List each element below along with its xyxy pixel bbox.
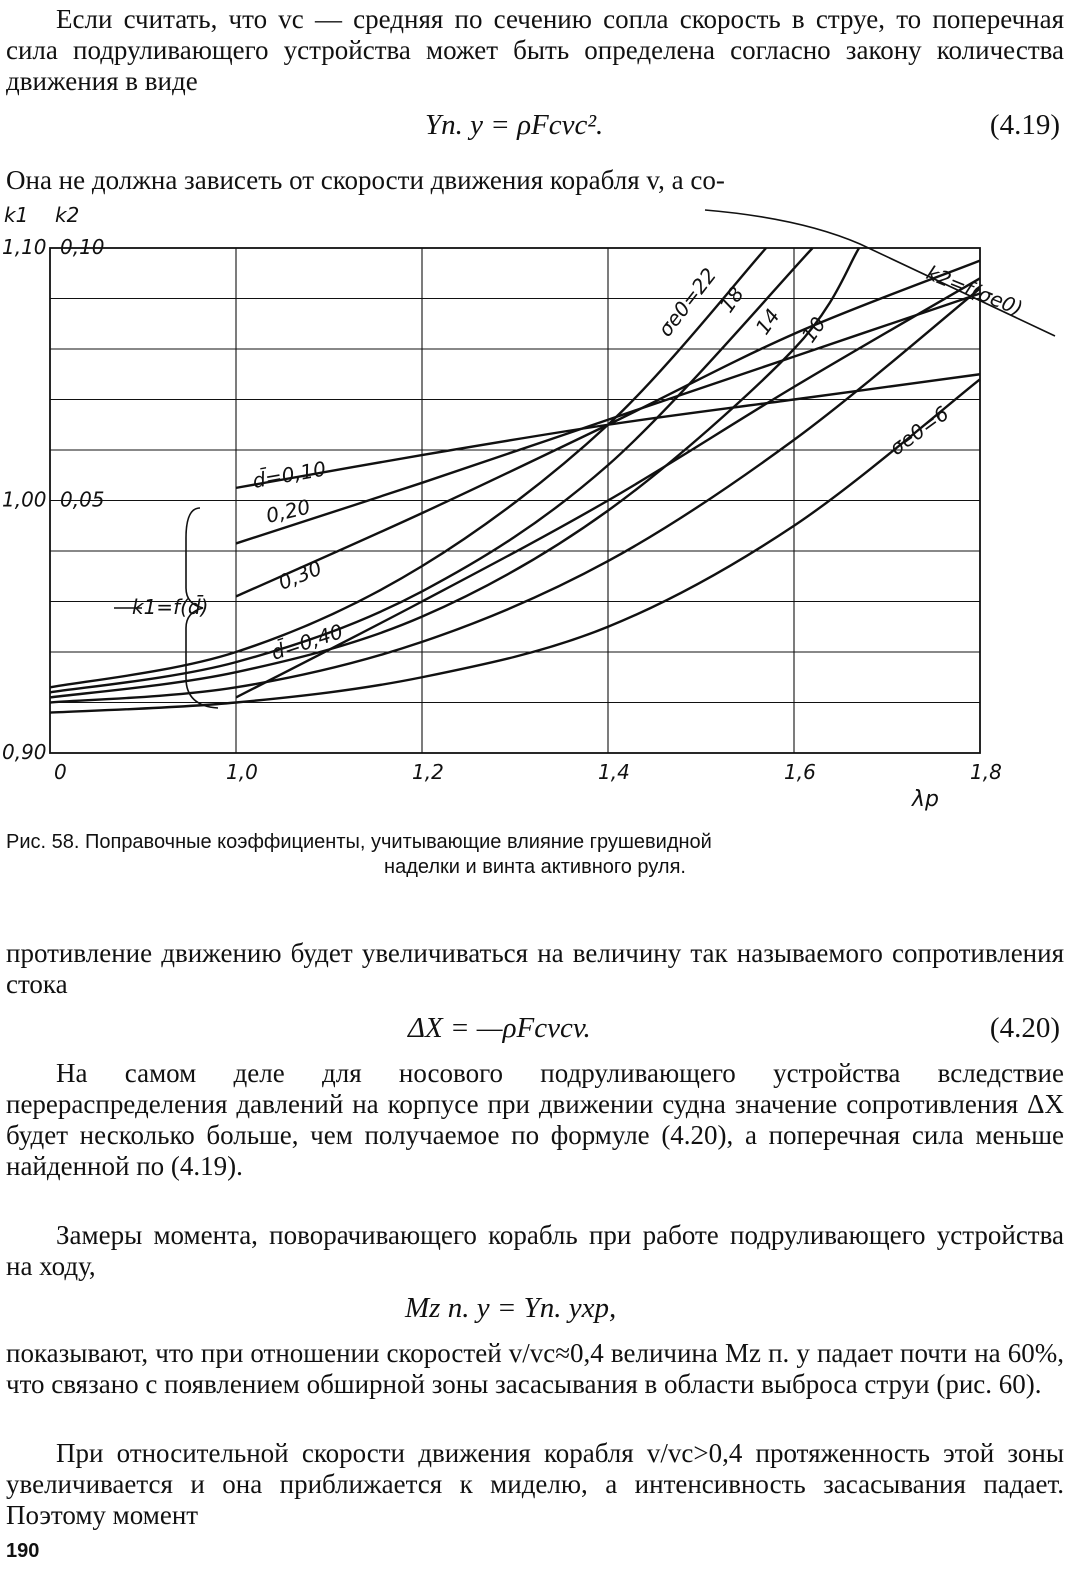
formula-number: (4.19)	[989, 109, 1060, 141]
y-axis-label-k1: k1	[4, 203, 29, 227]
chart-series	[50, 248, 980, 713]
caption-line-2: наделки и винта активного руля.	[384, 856, 686, 878]
page-number: 190	[6, 1540, 40, 1562]
formula-4-20	[0, 1012, 1060, 1046]
y-tick-label-k2: 0,10	[60, 235, 105, 259]
formula-expression: Mz п. у = Yп. уxp,	[405, 1292, 617, 1324]
correction-coefficients-chart	[0, 198, 1078, 818]
k2-group-label: k2=f(σe0)	[923, 260, 1027, 321]
sigma-label-10: 10	[796, 312, 831, 347]
paragraph-2: Она не должна зависеть от скорости движения корабля v, а со-	[6, 165, 725, 195]
k1-group-label: k1=f(d̄)	[132, 595, 209, 619]
sigma-label-18: 18	[714, 282, 749, 317]
x-axis-label: λp	[912, 787, 939, 812]
chart-grid	[50, 248, 980, 753]
d-label-020: 0,20	[263, 494, 313, 528]
chart-ticks	[2, 235, 1002, 784]
formula-4-19	[0, 109, 1060, 143]
d-label-040: d̄=0,40	[268, 619, 346, 665]
y-tick-label-k1: 0,90	[2, 740, 47, 764]
x-tick-label: 1,6	[784, 760, 816, 784]
formula-number: (4.20)	[989, 1012, 1060, 1044]
y-tick-label-k2: 0,05	[60, 487, 105, 512]
d-label-010: d̄=0,10	[250, 456, 328, 493]
paragraph-1: Если считать, что vc — средняя по сечению сопла скорость в струе, то поперечная сила подруливающего устройства может быть определена согласно закону количества движения в виде	[6, 4, 1064, 96]
sigma-label-6: σe0=6	[884, 401, 954, 461]
x-tick-label: 1,0	[226, 760, 258, 784]
x-tick-label: 1,4	[598, 760, 630, 784]
k2-curve-7	[50, 288, 980, 702]
sigma-label-14: 14	[750, 304, 785, 339]
paragraph-4: На самом деле для носового подруливающего устройства вследствие перераспределения давлений на корпусе при движении судна значение сопротивления ΔX будет несколько больше, чем получаемое по формуле (4.20), а поперечная сила меньше найденной по (4.19).	[6, 1058, 1064, 1181]
caption-line-1: Рис. 58. Поправочные коэффициенты, учитывающие влияние грушевидной	[6, 831, 712, 853]
k2-curve-8	[50, 379, 980, 712]
figure-caption	[6, 830, 1064, 880]
paragraph-3: противление движению будет увеличиваться на величину так называемого сопротивления стока	[6, 938, 1064, 999]
formula-expression: ΔX = —ρFcvcv.	[408, 1012, 591, 1044]
formula-moment	[0, 1292, 1060, 1326]
sigma-label-22: σe0=22	[653, 263, 722, 342]
y-tick-label-k1: 1,00	[2, 487, 47, 512]
d-label-030: 0,30	[274, 555, 326, 595]
paragraph-7: При относительной скорости движения корабля v/vc>0,4 протяженность этой зоны увеличивается и она приближается к миделю, а интенсивность засасывания падает. Поэтому момент	[6, 1438, 1064, 1530]
y-tick-label-k1: 1,10	[2, 235, 47, 259]
x-tick-label: 0	[54, 760, 67, 784]
x-tick-label: 1,8	[970, 760, 1002, 784]
paragraph-5: Замеры момента, поворачивающего корабль при работе подруливающего устройства на ходу,	[6, 1220, 1064, 1281]
paragraph-6: показывают, что при отношении скоростей v/vc≈0,4 величина Mz п. у падает почти на 60%, что связано с появлением обширной зоны засасывания в области выброса струи (рис. 60).	[6, 1338, 1064, 1399]
y-axis-label-k2: k2	[55, 203, 80, 227]
formula-expression: Yп. у = ρFcvc².	[425, 109, 604, 141]
x-tick-label: 1,2	[412, 760, 444, 784]
k2-curve-5	[50, 248, 813, 692]
